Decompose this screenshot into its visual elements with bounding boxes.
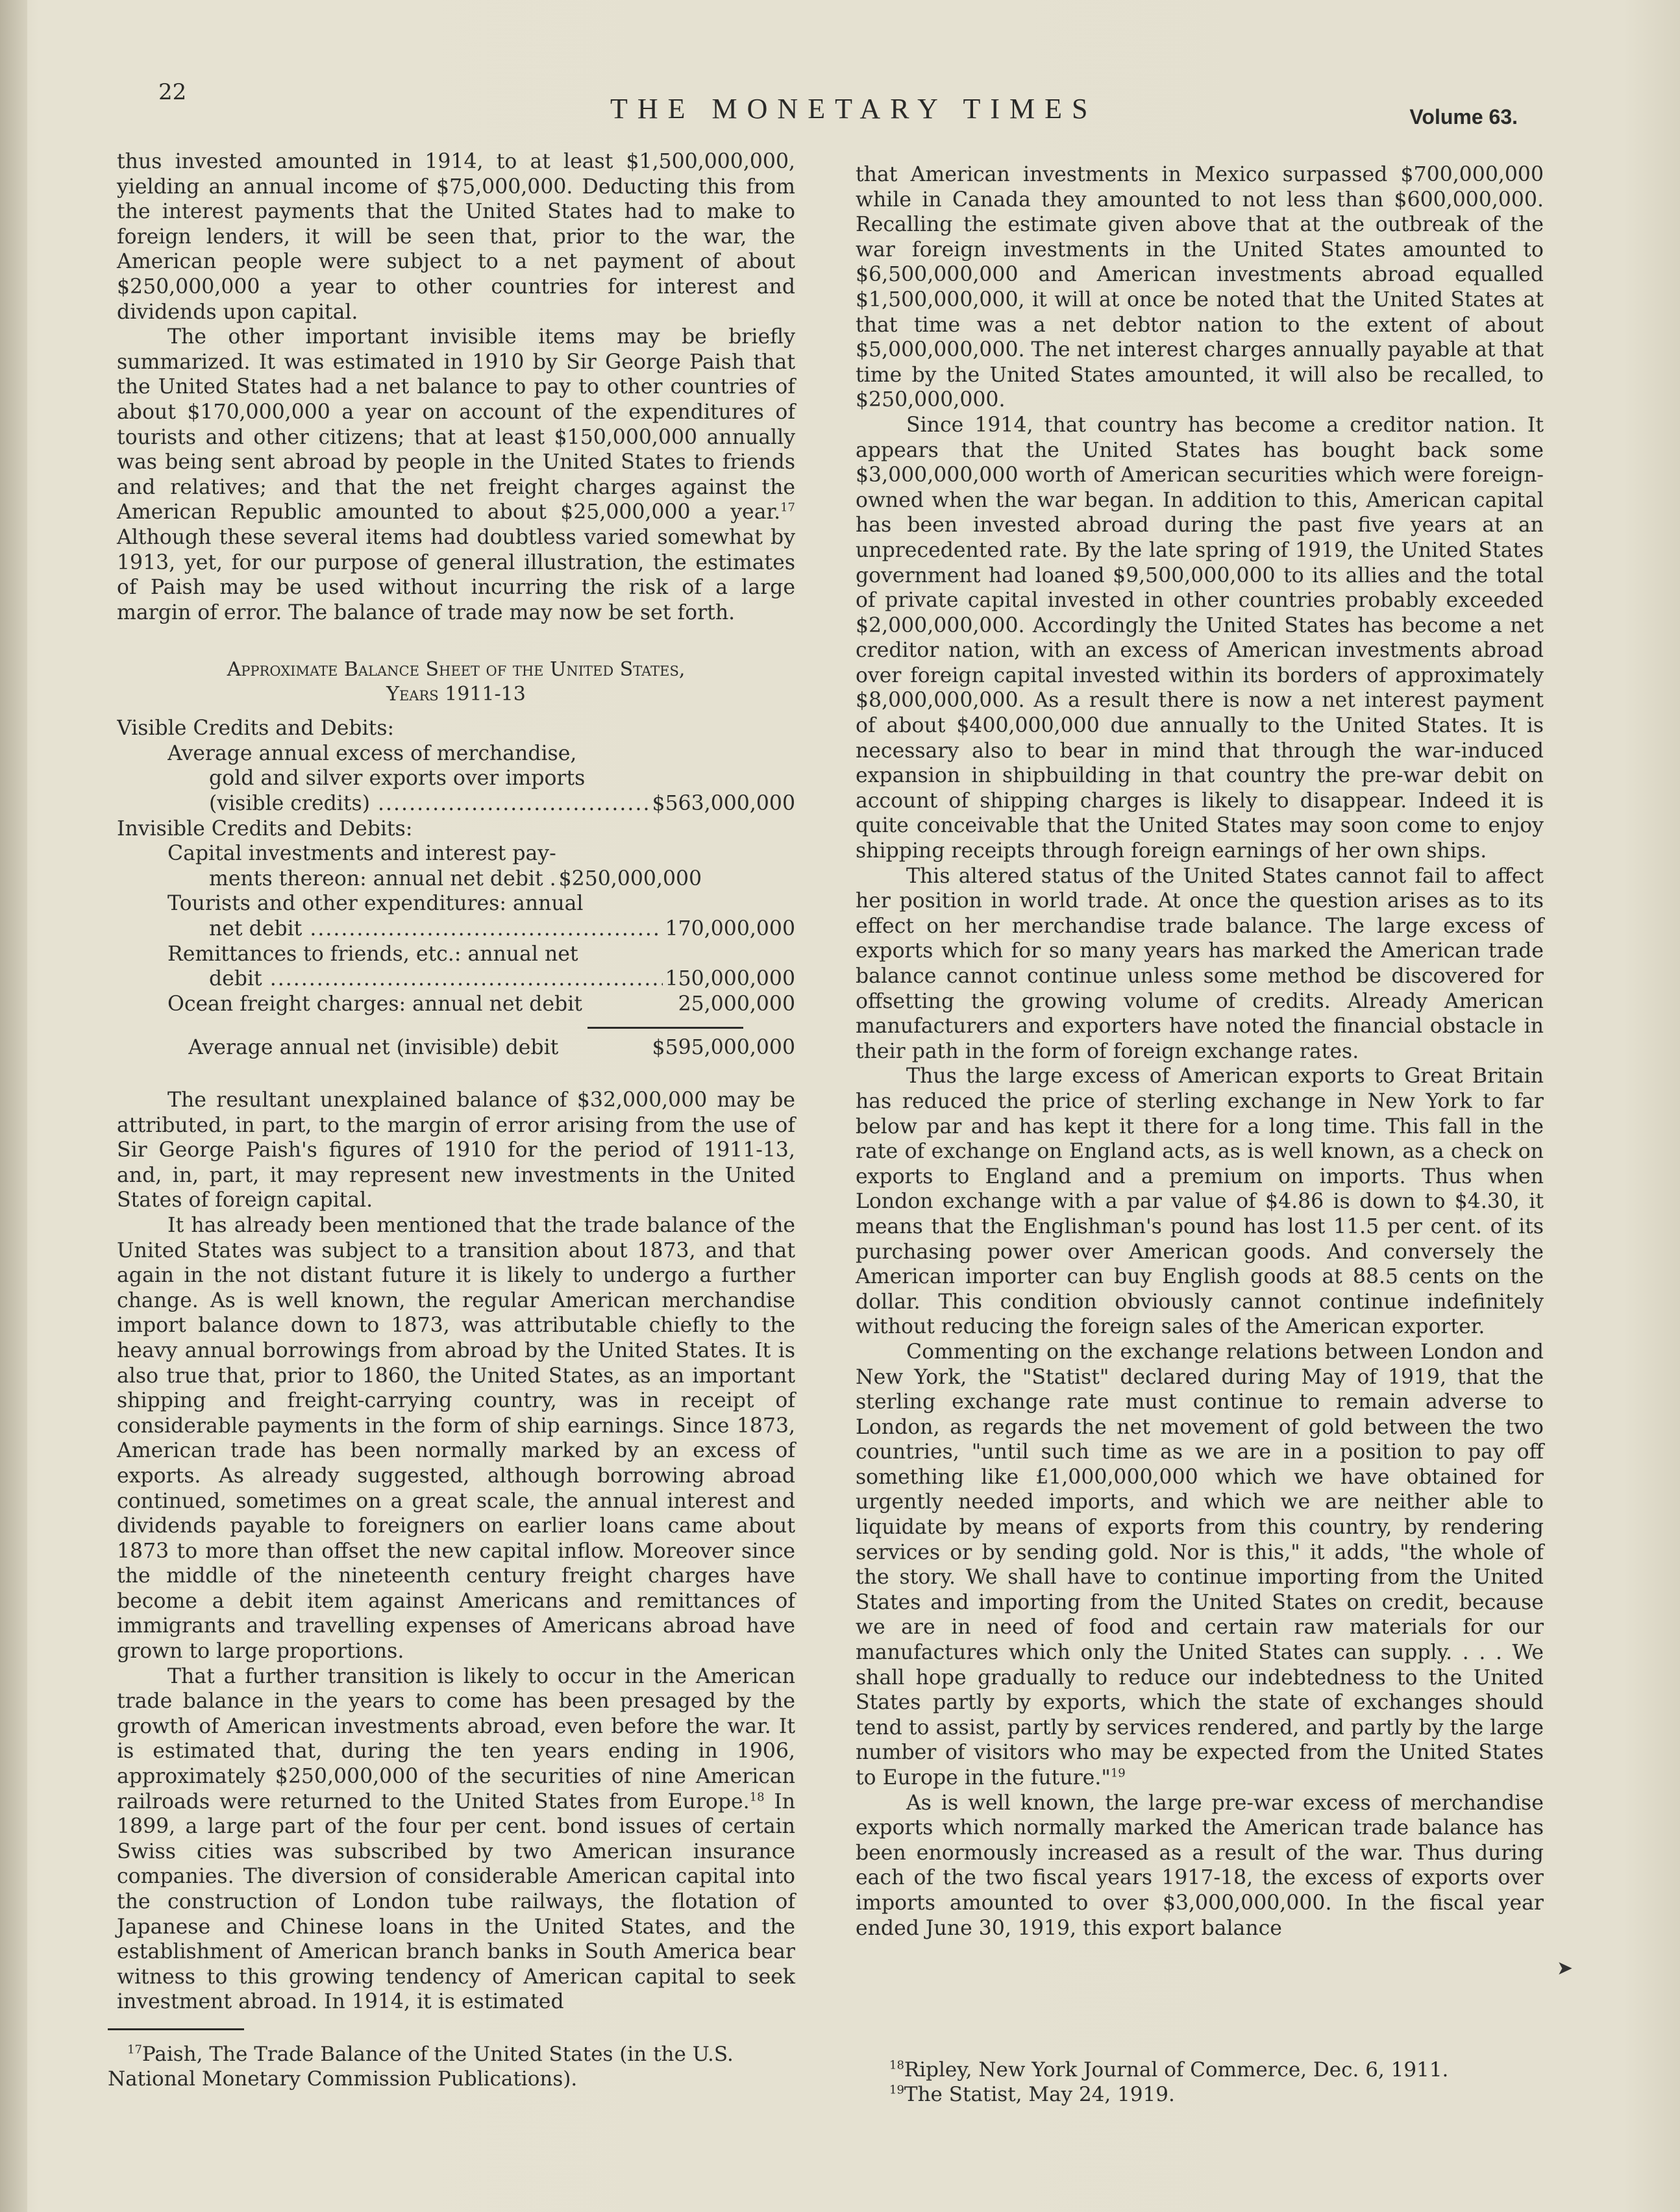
balance-sheet: [117, 716, 795, 1061]
left-column: [117, 149, 795, 2015]
footnote-mark: 17: [127, 2043, 142, 2057]
footnote-ref: 17: [780, 500, 795, 515]
balance-sheet-item: Remittances to friends, etc.: annual net: [167, 942, 578, 966]
balance-sheet-amount: 150,000,000: [665, 967, 795, 991]
page-number: 22: [158, 79, 187, 105]
volume-label: Volume 63.: [1409, 105, 1518, 129]
balance-sheet-item: net debit ..... 170,000,000: [117, 916, 795, 942]
balance-sheet-amount: $595,000,000: [652, 1036, 795, 1060]
left-footnotes: [108, 2028, 796, 2091]
footnote-ref: 18: [749, 1790, 765, 1804]
balance-sheet-item: Tourists and other expenditures: annual: [167, 892, 584, 916]
footnote: $^{17}$Paish, The Trade Balance of the United States (in the U.S. National Monetary Commission Publications).: [108, 2043, 734, 2091]
footnote-mark: 19: [889, 2083, 904, 2097]
paragraph: Since 1914, that country has become a creditor nation. It appears that the United States has bought back some $3,000,000,000 worth of American securities which were foreign-owned when the war began. In addition to this, American capital has been invested abroad during the past five years at an unprecedented rate. By the late spring of 1919, the United States government had loaned $9,500,000,000 to its allies and the total of private capital invested in other countries probably exceeded $2,000,000,000. Accordingly the United States has become a net creditor nation, with an excess of American investments abroad over foreign capital invested within its borders of approximately $8,000,000,000. As a result there is now a net interest payment of about $400,000,000 due annually to the United States. It is necessary also to bear in mind that through the war-induced expansion in shipbuilding in that country the pre-war debit on account of shipping charges is likely to disappear. Indeed it is quite conceivable that the United States may soon come to enjoy shipping receipts through foreign earnings of her own ships.: [856, 413, 1544, 863]
journal-title: THE MONETARY TIMES: [610, 93, 1098, 125]
right-column: [856, 162, 1544, 1941]
page-header: [0, 73, 1680, 131]
paragraph: This altered status of the United States cannot fail to affect her position in world trade. At once the question arises as to its effect on her merchandise trade balance. The large excess of exports which for so many years has marked the American trade balance cannot continue unless some method be discovered for offsetting the growing volume of credits. Already American manufacturers and exporters have noted the financial obstacle in their path in the form of foreign exchange rates.: [856, 864, 1544, 1063]
right-footnotes: [870, 2058, 1558, 2107]
balance-sheet-title: Approximate Balance Sheet of the United States, Years 1911-13: [227, 658, 686, 706]
paragraph: Thus the large excess of American exports to Great Britain has reduced the price of sterling exchange in New York to far below par and has kept it there for a long time. This fall in the rate of exchange on England acts, as is well known, as a check on exports to England and a premium on imports. Thus when London exchange with a par value of $4.86 is down to $4.30, it means that the Englishman's pound has lost 11.5 per cent. of its purchasing power over American goods. And conversely the American importer can buy English goods at 88.5 cents on the dollar. This condition obviously cannot continue indefinitely without reducing the foreign sales of the American exporter.: [856, 1064, 1544, 1339]
balance-sheet-item: debit ..... 150,000,000: [117, 966, 795, 992]
paragraph: The other important invisible items may be briefly summarized. It was estimated in 1910 by Sir George Paish that the United States had a net balance to pay to other countries of about $170,000,000 a year on account of the expenditures of tourists and other citizens; that at least $150,000,000 annually was being sent abroad by people in the United States to friends and relatives; and that the net freight charges against the American Republic amounted to about $25,000,000 a year.$^{17}$ Although these several items had doubtless varied somewhat by 1913, yet, for our purpose of general illustration, the estimates of Paish may be used without incurring the risk of a large margin of error. The balance of trade may now be set forth.: [117, 325, 795, 624]
paragraph: As is well known, the large pre-war excess of merchandise exports which normally marked the American trade balance has been enormously increased as a result of the war. Thus during each of the two fiscal years 1917-18, the excess of exports over imports amounted to over $3,000,000,000. In the fiscal year ended June 30, 1919, this export balance: [856, 1791, 1544, 1940]
balance-sheet-heading: Invisible Credits and Debits:: [117, 817, 413, 841]
paragraph: Commenting on the exchange relations between London and New York, the "Statist" declared during May of 1919, that the sterling exchange rate must continue to remain adverse to London, as regards the net movement of gold between the two countries, "until such time as we are in a position to pay off something like £1,000,000,000 which we have obtained for urgently needed imports, and which we are neither able to liquidate by means of exports from this country, by rendering services or by sending gold. Nor is this," it adds, "the whole of the story. We shall have to continue importing from the United States and importing from the United States on credit, because we are in need of food and certain raw materials for our manufactures which only the United States can supply. . . . We shall hope gradually to reduce our indebtedness to the United States partly by exports, which the state of exchanges should tend to assist, partly by services rendered, and partly by the large number of visitors who may be expected from the United States to Europe in the future."$^{19}$: [856, 1340, 1544, 1789]
balance-sheet-item: Average annual excess of merchandise,: [167, 741, 577, 765]
balance-sheet-item: Capital investments and interest pay-: [167, 842, 556, 866]
balance-sheet-amount: $250,000,000: [558, 866, 702, 891]
paragraph: thus invested amounted in 1914, to at least $1,500,000,000, yielding an annual income of $75,000,000. Deducting this from the interest payments that the United States had to make to foreign lenders, it will be seen that, prior to the war, the American people were subject to a net payment of about $250,000,000 a year to other countries for interest and dividends upon capital.: [117, 150, 795, 324]
balance-sheet-total: Average annual net (invisible) debit $595,000,000: [188, 1036, 795, 1060]
paragraph: It has already been mentioned that the trade balance of the United States was subject to a transition about 1873, and that again in the not distant future it is likely to undergo a further change. As is well known, the regular American merchandise import balance down to 1873, was attributable chiefly to the heavy annual borrowings from abroad by the United States. It is also true that, prior to 1860, the United States, as an important shipping and freight-carrying country, was in receipt of considerable payments in the form of ship earnings. Since 1873, American trade has been normally marked by an excess of exports. As already suggested, although borrowing abroad continued, sometimes on a great scale, the annual interest and dividends payable to foreigners on earlier loans came about 1873 to more than offset the new capital inflow. Moreover since the middle of the nineteenth century freight charges have become a debit item against Americans and remittances of immigrants and travelling expenses of Americans abroad have grown to large proportions.: [117, 1213, 795, 1664]
paragraph: The resultant unexplained balance of $32,000,000 may be attributed, in part, to the margin of error arising from the use of Sir George Paish's figures of 1910 for the period of 1911-13, and, in, part, it may represent new investments in the United States of foreign capital.: [117, 1088, 795, 1212]
balance-sheet-amount: 25,000,000: [678, 992, 795, 1016]
balance-sheet-item: (visible credits) ..... $563,000,000: [117, 791, 795, 817]
footnote: $^{19}$The Statist, May 24, 1919.: [889, 2083, 1175, 2106]
margin-arrow-icon: ➤: [1557, 1957, 1574, 1980]
paragraph: That a further transition is likely to occur in the American trade balance in the years to come has been presaged by the growth of American investments abroad, even before the war. It is estimated that, during the ten years ending in 1906, approximately $250,000,000 of the securities of nine American railroads were returned to the United States from Europe.$^{18}$ In 1899, a large part of the four per cent. bond issues of certain Swiss cities was subscribed by two American insurance companies. The diversion of considerable American capital into the construction of London tube railways, the flotation of Japanese and Chinese loans in the United States, and the establishment of American branch banks in South America bear witness to this growing tendency of American capital to seek investment abroad. In 1914, it is estimated: [117, 1664, 795, 2014]
balance-sheet-item: gold and silver exports over imports: [209, 767, 586, 791]
paragraph: that American investments in Mexico surpassed $700,000,000 while in Canada they amounted to not less than $600,000,000. Recalling the estimate given above that at the outbreak of the war foreign investments in the United States amounted to $6,500,000,000 and American investments abroad equalled $1,500,000,000, it will at once be noted that the United States at that time was a net debtor nation to the extent of about $5,000,000,000. The net interest charges annually payable at that time by the United States amounted, it will also be recalled, to $250,000,000.: [856, 163, 1544, 412]
footnote-mark: 18: [889, 2058, 904, 2072]
balance-sheet-amount: $563,000,000: [652, 792, 795, 816]
balance-sheet-amount: 170,000,000: [665, 917, 795, 941]
total-rule: [587, 1027, 743, 1029]
balance-sheet-item: Ocean freight charges: annual net debit 25,000,000: [167, 992, 795, 1016]
balance-sheet-item: ments thereon: annual net debit . $250,000,000: [209, 866, 702, 891]
footnote: $^{18}$Ripley, New York Journal of Commerce, Dec. 6, 1911.: [889, 2058, 1449, 2082]
page-binding-shadow: [0, 0, 27, 2212]
balance-sheet-heading: Visible Credits and Debits:: [117, 717, 395, 741]
footnote-rule: [108, 2028, 244, 2030]
footnote-ref: 19: [1110, 1766, 1126, 1780]
